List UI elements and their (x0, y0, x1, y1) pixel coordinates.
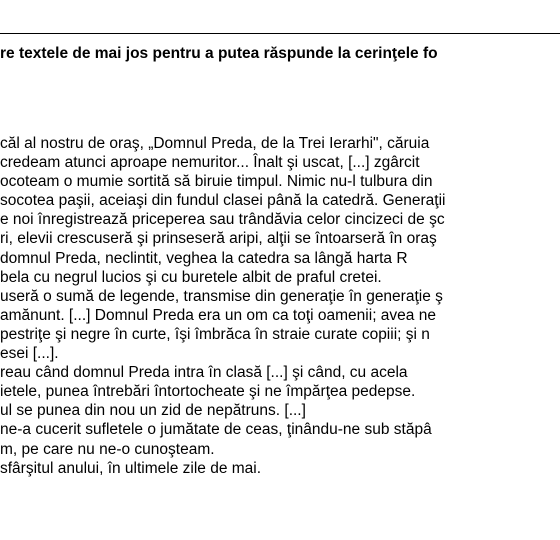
top-rule (0, 33, 560, 34)
text-line: căl al nostru de oraş, „Domnul Preda, de la Trei Ierarhi", căruia (0, 135, 430, 152)
text-body (0, 134, 560, 478)
text-line: amănunt. [...] Domnul Preda era un om ca toţi oamenii; avea ne (0, 306, 436, 324)
text-line: sfârşitul anului, în ultimele zile de mai. (0, 459, 262, 477)
text-line: useră o sumă de legende, transmise din generaţie în generaţie ş (0, 287, 443, 305)
text-line: ocoteam o mumie sortită să biruie timpul. Nimic nu-l tulbura din (0, 173, 433, 191)
text-line: credeam atunci aproape nemuritor... Înalt şi uscat, [...] zgârcit (0, 154, 420, 172)
text-line: pestriţe şi negre în curte, îşi îmbrăca în straie curate copiii; şi n (0, 325, 430, 343)
text-line: ietele, punea întrebări întortocheate şi ne împărţea pedepse. (0, 383, 416, 401)
text-line: reau când domnul Preda intra în clasă [...] şi când, cu acela (0, 364, 408, 382)
text-line: ul se punea din nou un zid de nepătruns. [...] (0, 402, 306, 420)
text-line: m, pe care nu ne-o cunoşteam. (0, 440, 215, 458)
instruction-heading: re textele de mai jos pentru a putea răspunde la cerinţele fo (0, 45, 438, 62)
text-line: socotea paşii, aceiaşi din fundul clasei până la catedră. Generaţii (0, 192, 446, 210)
text-line: ne-a cucerit sufletele o jumătate de ceas, ţinându-ne sub stăpâ (0, 421, 432, 439)
text-line: esei [...]. (0, 345, 59, 363)
text-line: ri, elevii crescuseră şi prinseseră aripi, alţii se întoarseră în oraş (0, 230, 437, 248)
text-line: bela cu negrul lucios şi cu buretele albit de praful cretei. (0, 268, 382, 286)
text-line: e noi înregistrează priceperea sau trândăvia celor cincizeci de şc (0, 211, 445, 229)
text-line: domnul Preda, neclintit, veghea la catedra sa lângă harta R (0, 249, 408, 267)
